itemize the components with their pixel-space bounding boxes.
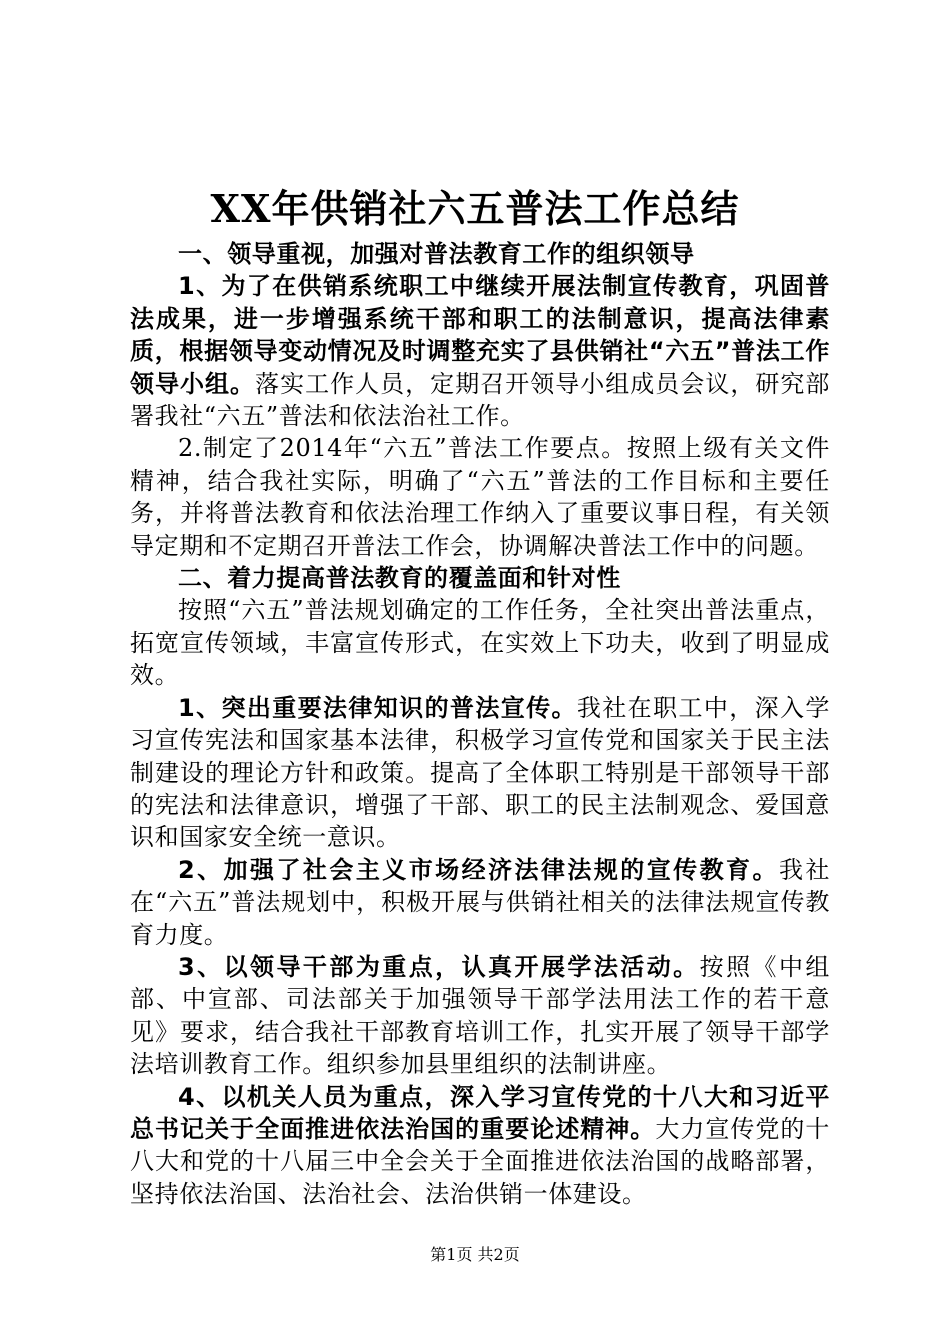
section2-item-2-rest: 我社在“六五”普法规划中，积极开展与供销社相关的法律法规宣传教育力度。 (130, 855, 830, 949)
section2-item-4 (130, 1081, 830, 1211)
section2-item-4-rest: 大力宣传党的十八大和党的十八届三中全会关于全面推进依法治国的战略部署，坚持依法治国、法治社会、法治供销一体建设。 (130, 1114, 830, 1208)
section1-paragraph-2: 2.制定了2014年“六五”普法工作要点。按照上级有关文件精神，结合我社实际，明确了“六五”普法的工作目标和主要任务，并将普法教育和依法治理工作纳入了重要议事日程，有关领导定期和不定期召开普法工作会，协调解决普法工作中的问题。 (130, 434, 830, 560)
section2-item-2 (130, 854, 830, 951)
section2-intro: 按照“六五”普法规划确定的工作任务，全社突出普法重点，拓宽宣传领域，丰富宣传形式，在实效上下功夫，收到了明显成效。 (130, 596, 830, 690)
section1-paragraph-1-bold: 1、为了在供销系统职工中继续开展法制宣传教育，巩固普法成果，进一步增强系统干部和职工的法制意识，提高法律素质，根据领导变动情况及时调整充实了县供销社“六五”普法工作领导小组。 (130, 272, 830, 398)
section1-paragraph-1 (130, 270, 830, 432)
section2-item-1-bold: 1、突出重要法律知识的普法宣传。 (178, 693, 577, 722)
page-footer: 第1页 共2页 (430, 1245, 520, 1264)
document-body (130, 238, 830, 1210)
section2-item-1 (130, 692, 830, 854)
section2-item-4-bold: 4、以机关人员为重点，深入学习宣传党的十八大和习近平总书记关于全面推进依法治国的重要论述精神。 (130, 1082, 830, 1143)
section2-item-3-bold: 3、以领导干部为重点，认真开展学法活动。 (178, 952, 700, 981)
section2-item-3-rest: 按照《中组部、中宣部、司法部关于加强领导干部学法用法工作的若干意见》要求，结合我社干部教育培训工作，扎实开展了领导干部学法培训教育工作。组织参加县里组织的法制讲座。 (130, 952, 831, 1079)
section1-heading: 一、领导重视，加强对普法教育工作的组织领导 (178, 240, 695, 268)
section2-item-1-rest: 我社在职工中，深入学习宣传宪法和国家基本法律，积极学习宣传党和国家关于民主法制建设的理论方针和政策。提高了全体职工特别是干部领导干部的宪法和法律意识，增强了干部、职工的民主法制观念、爱国意识和国家安全统一意识。 (130, 693, 830, 852)
section2-item-3 (130, 951, 830, 1081)
section2-heading: 二、着力提高普法教育的覆盖面和针对性 (178, 564, 621, 593)
section2-item-2-bold: 2、加强了社会主义市场经济法律法规的宣传教育。 (178, 855, 779, 884)
section1-paragraph-1-rest: 落实工作人员，定期召开领导小组成员会议，研究部署我社“六五”普法和依法治社工作。 (130, 369, 830, 431)
document-title: XX年供销社六五普法工作总结 (210, 186, 740, 231)
